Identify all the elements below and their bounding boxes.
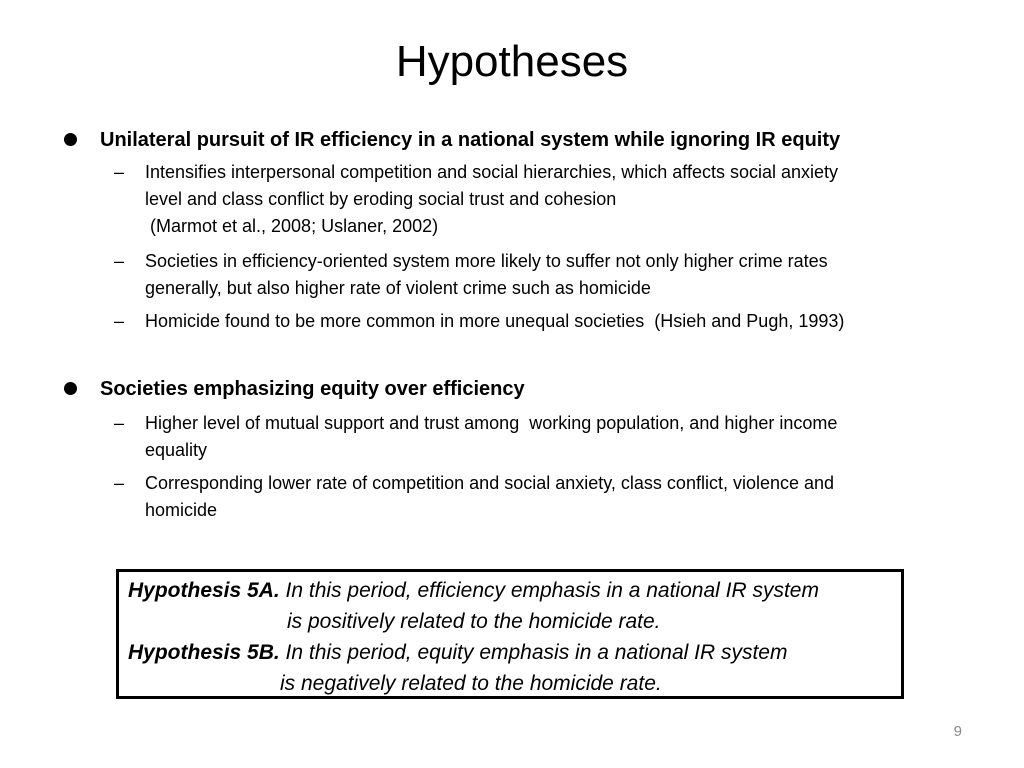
sub-bullet-line: Corresponding lower rate of competition and social anxiety, class conflict, violence and [145,473,835,493]
hypothesis-5b-line-1 [128,638,787,668]
bullet-dot-icon [64,382,77,395]
dash-icon: – [114,413,125,433]
sub-bullet-line: homicide [145,500,218,520]
sub-bullet-citation: (Marmot et al., 2008; Uslaner, 2002) [145,216,439,236]
sub-bullet-text [145,470,975,524]
hypothesis-5b-label: Hypothesis 5B. [128,641,280,664]
dash-icon: – [114,473,125,493]
sub-bullet-text [145,410,975,464]
hypothesis-5a-label: Hypothesis 5A. [128,579,280,602]
sub-bullet-line: Homicide found to be more common in more unequal societies (Hsieh and Pugh, 1993) [145,311,845,331]
hypothesis-5b-line-2: is negatively related to the homicide rate. [280,672,662,695]
sub-bullet-line: Higher level of mutual support and trust among working population, and higher income [145,413,838,433]
sub-bullet-line: Societies in efficiency-oriented system more likely to suffer not only higher crime rates [145,251,828,271]
hypothesis-5a-line-2: is positively related to the homicide rate. [287,610,661,633]
sub-bullet-line: generally, but also higher rate of violent crime such as homicide [145,278,651,298]
sub-bullet-text [145,159,975,240]
dash-icon: – [114,311,125,331]
bullet-efficiency [0,125,1024,155]
hypothesis-box [116,569,904,699]
bullet-equity [0,374,1024,404]
dash-icon: – [114,162,125,182]
sub-bullet-text [145,308,975,335]
sub-bullet-text [145,248,975,302]
hypothesis-5a-text: In this period, efficiency emphasis in a national IR system [279,579,819,602]
bullet-heading: Societies emphasizing equity over efficiency [100,378,525,400]
slide-title: Hypotheses [395,37,629,86]
sub-bullet-line: level and class conflict by eroding social trust and cohesion [145,189,617,209]
bullet-heading: Unilateral pursuit of IR efficiency in a national system while ignoring IR equity [100,129,841,151]
bullet-dot-icon [64,133,77,146]
page-number: 9 [953,723,962,740]
hypothesis-5b-text: In this period, equity emphasis in a national IR system [279,641,788,664]
sub-bullet-line: equality [145,440,208,460]
dash-icon: – [114,251,125,271]
sub-bullet-line: Intensifies interpersonal competition and social hierarchies, which affects social anxiety [145,162,839,182]
hypothesis-5a-line-1 [128,576,819,606]
